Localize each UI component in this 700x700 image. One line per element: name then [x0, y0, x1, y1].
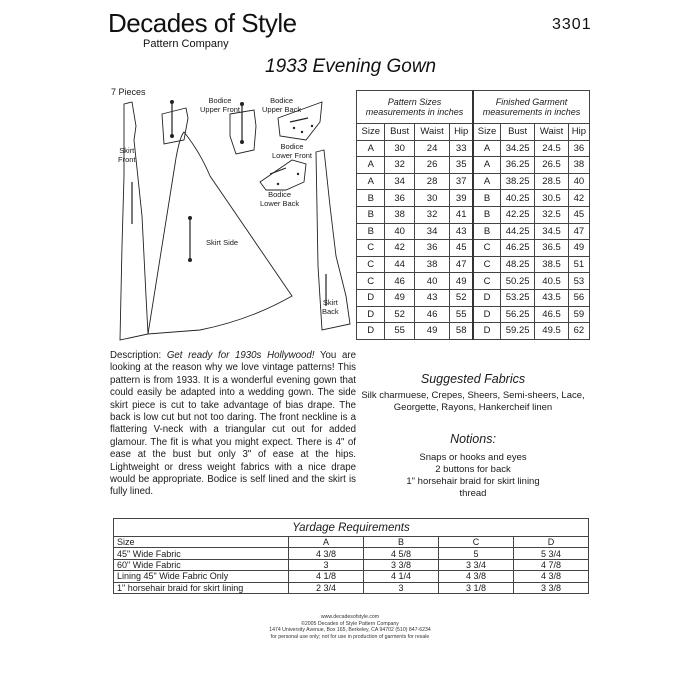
table-cell: B	[473, 206, 501, 223]
marking-dot	[311, 125, 313, 127]
yardage-cell: 5	[439, 548, 514, 559]
footer-credits	[200, 614, 500, 640]
table-cell: 34.5	[535, 223, 569, 240]
table-cell: 26.5	[535, 157, 569, 174]
yardage-cell: 4 3/8	[514, 571, 589, 582]
pattern-sizes-header: Pattern Sizes measurements in inches	[357, 91, 473, 124]
yardage-cell: 45" Wide Fabric	[114, 548, 289, 559]
table-cell: 34	[385, 173, 414, 190]
table-cell: 55	[385, 323, 414, 340]
table-cell: 30.5	[535, 190, 569, 207]
col-waist: Waist	[414, 124, 450, 141]
table-cell: 44	[385, 256, 414, 273]
table-cell: 40	[414, 273, 450, 290]
fabrics-list: Silk charmuese, Crepes, Sheers, Semi-sheers, Lace, Georgette, Rayons, Hankercheif linen	[361, 390, 585, 413]
table-cell: 59.25	[501, 323, 535, 340]
table-cell: 24.5	[535, 140, 569, 157]
footer-line: ©2005 Decades of Style Pattern Company	[301, 620, 399, 627]
table-cell: 38.25	[501, 173, 535, 190]
yardage-row	[114, 559, 589, 570]
table-cell: C	[357, 240, 385, 257]
table-cell: 36	[568, 140, 589, 157]
pattern-pieces-diagram	[110, 96, 358, 344]
table-cell: 34	[414, 223, 450, 240]
notion-item: 1" horsehair braid for skirt lining	[406, 476, 540, 487]
yardage-cell: 3	[289, 559, 364, 570]
table-cell: 38	[568, 157, 589, 174]
marking-dot	[293, 127, 295, 129]
table-row	[357, 289, 590, 306]
table-cell: B	[357, 223, 385, 240]
col-size: Size	[357, 124, 385, 141]
skirt-side-piece	[148, 132, 292, 334]
col-bust: Bust	[385, 124, 414, 141]
table-row	[357, 223, 590, 240]
col-size: Size	[473, 124, 501, 141]
label-bodice-upper-back: Bodice Upper Back	[262, 96, 302, 114]
table-cell: 36	[385, 190, 414, 207]
bodice-lower-front-piece	[230, 110, 256, 154]
table-cell: 49.5	[535, 323, 569, 340]
page-title: 1933 Evening Gown	[265, 56, 437, 77]
label-skirt-front: Skirt Front	[118, 146, 136, 164]
table-cell: C	[473, 240, 501, 257]
size-table-body	[357, 140, 590, 339]
table-cell: 53.25	[501, 289, 535, 306]
table-cell: 50.25	[501, 273, 535, 290]
table-cell: A	[357, 157, 385, 174]
skirt-front-piece	[120, 102, 148, 340]
yardage-cell: Lining 45" Wide Fabric Only	[114, 571, 289, 582]
yardage-cell: 4 5/8	[364, 548, 439, 559]
table-cell: D	[473, 306, 501, 323]
table-cell: A	[357, 173, 385, 190]
yardage-title: Yardage Requirements	[114, 519, 589, 537]
table-cell: 40.25	[501, 190, 535, 207]
table-cell: 47	[450, 256, 473, 273]
marking-dot	[301, 131, 303, 133]
yardage-row	[114, 582, 589, 593]
table-cell: D	[357, 306, 385, 323]
label-bodice-lower-back: Bodice Lower Back	[260, 190, 300, 208]
table-cell: 49	[385, 289, 414, 306]
table-row	[357, 140, 590, 157]
table-cell: 56	[568, 289, 589, 306]
table-cell: C	[473, 273, 501, 290]
table-cell: 49	[450, 273, 473, 290]
table-cell: 40	[568, 173, 589, 190]
table-cell: 42	[385, 240, 414, 257]
table-cell: 55	[450, 306, 473, 323]
col-waist: Waist	[535, 124, 569, 141]
table-cell: 38.5	[535, 256, 569, 273]
table-row	[357, 306, 590, 323]
notions-heading: Notions:	[450, 432, 496, 446]
table-cell: 32.5	[535, 206, 569, 223]
table-cell: 37	[450, 173, 473, 190]
yardage-col-d: D	[514, 537, 589, 548]
table-cell: 36	[414, 240, 450, 257]
yardage-cell: 4 3/8	[289, 548, 364, 559]
table-cell: 62	[568, 323, 589, 340]
yardage-cell: 4 1/8	[289, 571, 364, 582]
table-cell: 38	[385, 206, 414, 223]
yardage-columns	[114, 537, 589, 548]
footer-line: 1474 University Avenue, Box 165, Berkeley, CA 94702 (510) 847-6234	[269, 627, 431, 634]
notion-item: thread	[459, 488, 487, 499]
footer-line: www.decadesofstyle.com	[320, 614, 380, 620]
notions-list	[356, 452, 590, 500]
table-cell: 32	[385, 157, 414, 174]
table-cell: 36.25	[501, 157, 535, 174]
table-cell: 45	[450, 240, 473, 257]
yardage-col-size: Size	[114, 537, 289, 548]
table-cell: 49	[414, 323, 450, 340]
table-cell: 30	[414, 190, 450, 207]
yardage-cell: 5 3/4	[514, 548, 589, 559]
marking-dot	[277, 183, 279, 185]
yardage-col-b: B	[364, 537, 439, 548]
table-cell: 42.25	[501, 206, 535, 223]
table-cell: A	[473, 157, 501, 174]
table-cell: 52	[450, 289, 473, 306]
table-cell: 59	[568, 306, 589, 323]
brand-subtitle: Pattern Company	[143, 38, 229, 50]
table-cell: B	[357, 190, 385, 207]
marking-dot	[297, 173, 299, 175]
table-row	[357, 256, 590, 273]
col-hip: Hip	[450, 124, 473, 141]
pieces-count: 7 Pieces	[111, 87, 146, 97]
table-row	[357, 323, 590, 340]
table-cell: D	[357, 323, 385, 340]
table-row	[357, 190, 590, 207]
table-cell: A	[357, 140, 385, 157]
table-cell: 56.25	[501, 306, 535, 323]
table-cell: 36.5	[535, 240, 569, 257]
yardage-cell: 2 3/4	[289, 582, 364, 593]
yardage-cell: 3 3/8	[514, 582, 589, 593]
table-cell: D	[357, 289, 385, 306]
yardage-cell: 4 1/4	[364, 571, 439, 582]
yardage-cell: 3 3/4	[439, 559, 514, 570]
table-cell: B	[473, 223, 501, 240]
finished-garment-header: Finished Garment measurements in inches	[473, 91, 590, 124]
table-cell: 45	[568, 206, 589, 223]
yardage-cell: 60" Wide Fabric	[114, 559, 289, 570]
yardage-row	[114, 548, 589, 559]
footer-line: for personal use only; not for use in production of garments for resale	[270, 633, 430, 640]
yardage-cell: 4 3/8	[439, 571, 514, 582]
table-cell: 24	[414, 140, 450, 157]
table-cell: 34.25	[501, 140, 535, 157]
fabrics-heading: Suggested Fabrics	[420, 372, 526, 386]
yardage-cell: 3	[364, 582, 439, 593]
table-cell: 39	[450, 190, 473, 207]
table-cell: 43.5	[535, 289, 569, 306]
table-cell: 46	[385, 273, 414, 290]
table-cell: 53	[568, 273, 589, 290]
table-cell: 41	[450, 206, 473, 223]
pattern-number: 3301	[552, 16, 592, 33]
table-cell: 40.5	[535, 273, 569, 290]
label-bodice-lower-front: Bodice Lower Front	[272, 142, 313, 160]
yardage-row	[114, 571, 589, 582]
table-cell: A	[473, 173, 501, 190]
label-skirt-back: Skirt Back	[322, 298, 339, 316]
col-bust: Bust	[501, 124, 535, 141]
yardage-body	[114, 548, 589, 594]
table-cell: 35	[450, 157, 473, 174]
table-cell: 42	[568, 190, 589, 207]
notion-item: Snaps or hooks and eyes	[419, 452, 527, 463]
table-cell: 43	[450, 223, 473, 240]
table-cell: 28	[414, 173, 450, 190]
table-cell: 51	[568, 256, 589, 273]
table-cell: A	[473, 140, 501, 157]
table-row	[357, 240, 590, 257]
bodice-lower-back-piece	[260, 160, 306, 190]
table-cell: 46	[414, 306, 450, 323]
table-row	[357, 206, 590, 223]
yardage-cell: 1" horsehair braid for skirt lining	[114, 582, 289, 593]
table-cell: 43	[414, 289, 450, 306]
table-row	[357, 273, 590, 290]
size-table-columns	[357, 124, 590, 141]
table-cell: 48.25	[501, 256, 535, 273]
yardage-cell: 3 3/8	[364, 559, 439, 570]
label-skirt-side: Skirt Side	[206, 238, 239, 247]
table-cell: 58	[450, 323, 473, 340]
yardage-cell: 4 7/8	[514, 559, 589, 570]
label-bodice-upper-front: Bodice Upper Front	[200, 96, 241, 114]
table-cell: 44.25	[501, 223, 535, 240]
table-cell: D	[473, 323, 501, 340]
table-cell: 30	[385, 140, 414, 157]
table-cell: 46.5	[535, 306, 569, 323]
table-cell: D	[473, 289, 501, 306]
table-cell: 49	[568, 240, 589, 257]
table-row	[357, 173, 590, 190]
table-cell: B	[473, 190, 501, 207]
brand-logo: Decades of Style	[108, 8, 297, 38]
yardage-col-a: A	[289, 537, 364, 548]
yardage-table	[113, 518, 589, 594]
table-row	[357, 157, 590, 174]
size-chart-table	[356, 90, 590, 340]
table-cell: B	[357, 206, 385, 223]
table-cell: 28.5	[535, 173, 569, 190]
table-cell: 33	[450, 140, 473, 157]
table-cell: 38	[414, 256, 450, 273]
table-cell: 32	[414, 206, 450, 223]
table-cell: 52	[385, 306, 414, 323]
table-cell: C	[357, 273, 385, 290]
yardage-cell: 3 1/8	[439, 582, 514, 593]
table-cell: C	[473, 256, 501, 273]
table-cell: 40	[385, 223, 414, 240]
notion-item: 2 buttons for back	[435, 464, 511, 475]
table-cell: C	[357, 256, 385, 273]
yardage-col-c: C	[439, 537, 514, 548]
table-cell: 47	[568, 223, 589, 240]
description-text: Description: Get ready for 1930s Hollywood! You are looking at the reason why we love vintage patterns! This pattern is from 1933. It is a wonderful evening gown that could easily be adapted into a wedding gown. The side skirt piece is cut to take advantage of bias drape. The back is low cut but not too daring. The front neckline is a flattering V-neck with a triangular cut out for added glamour. The fit is what you might expect. There is 4" of ease at the bust but only 3" of ease at the hips. Lightweight or dress weight fabrics with a nice drape would be appropriate. Bodice is self lined and the skirt is fully lined.	[110, 350, 356, 498]
table-cell: 46.25	[501, 240, 535, 257]
col-hip: Hip	[568, 124, 589, 141]
bodice-upper-front-piece	[162, 108, 188, 144]
table-cell: 26	[414, 157, 450, 174]
